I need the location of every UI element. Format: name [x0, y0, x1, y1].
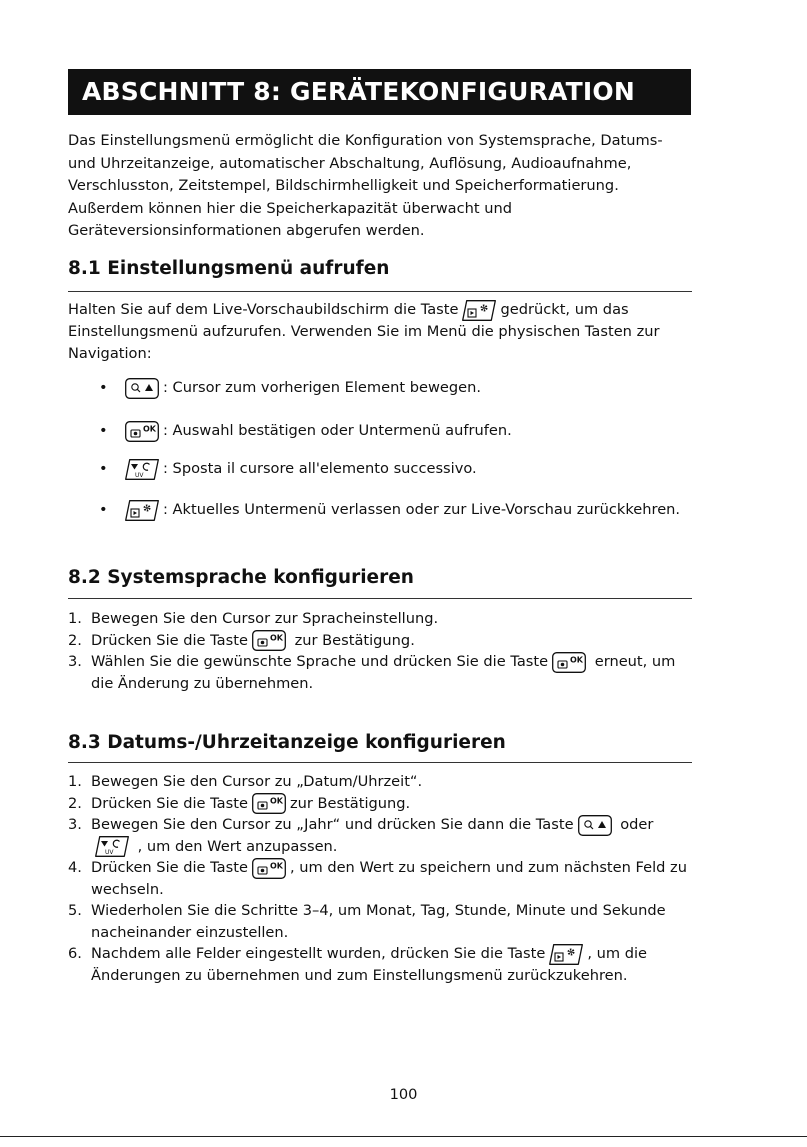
- down-key-icon: [95, 836, 129, 857]
- bullet: •: [99, 501, 108, 518]
- heading-rule: [68, 762, 692, 763]
- paragraph-text: Halten Sie auf dem Live-Vorschaubildschirm die Taste: [68, 301, 459, 318]
- list-item: [99, 420, 512, 442]
- step-number: 2.: [68, 631, 82, 649]
- step-number: 3.: [68, 653, 82, 670]
- step-number: 2.: [68, 794, 82, 812]
- paragraph-text: gedrückt, um das Einstellungsmenü aufzurufen. Verwenden Sie im Menü die physischen Tasten zur Navigation:: [68, 301, 660, 362]
- step-text: , um den Wert anzupassen.: [137, 837, 338, 855]
- step-text: Wählen Sie die gewünschte Sprache und drücken Sie die Taste: [91, 653, 549, 670]
- step-text: Drücken Sie die Taste: [91, 794, 248, 812]
- list-item: [68, 630, 693, 652]
- step-text: erneut, um die Änderung zu übernehmen.: [91, 653, 676, 692]
- step-text: Bewegen Sie den Cursor zu „Jahr“ und drücken Sie dann die Taste: [91, 816, 574, 833]
- paragraph-8-1: [68, 299, 693, 365]
- section-banner: [68, 69, 691, 115]
- step-text: Drücken Sie die Taste: [91, 859, 248, 876]
- bullet: •: [99, 460, 108, 477]
- ok-key-icon: [252, 858, 286, 879]
- section-title: ABSCHNITT 8: GERÄTEKONFIGURATION: [82, 77, 635, 106]
- heading-8-1: 8.1 Einstellungsmenü aufrufen: [68, 258, 390, 279]
- step-text: , um den Wert zu speichern und zum nächsten Feld zu wechseln.: [91, 859, 687, 898]
- list-item: [68, 651, 693, 694]
- footer-rule: [0, 1136, 807, 1137]
- list-item: [68, 943, 693, 986]
- step-text: Bewegen Sie den Cursor zu „Datum/Uhrzeit“.: [91, 773, 423, 790]
- step-text: Bewegen Sie den Cursor zur Spracheinstellung.: [91, 610, 439, 627]
- step-text: Wiederholen Sie die Schritte 3–4, um Monat, Tag, Stunde, Minute und Sekunde nacheinander einzustellen.: [91, 902, 666, 941]
- list-item: [68, 814, 693, 857]
- up-key-icon: [578, 815, 612, 836]
- list-item: [68, 608, 693, 630]
- list-item-text: : Auswahl bestätigen oder Untermenü aufrufen.: [163, 422, 512, 439]
- list-item: [68, 900, 693, 943]
- up-key-icon: [125, 378, 159, 399]
- menu-key-icon: [462, 300, 496, 321]
- ok-key-icon: [252, 630, 286, 651]
- heading-rule: [68, 598, 692, 599]
- step-list: [68, 771, 693, 986]
- step-text: , um die Änderungen zu übernehmen und zum Einstellungsmenü zurückzukehren.: [91, 945, 648, 984]
- list-item: [99, 377, 481, 399]
- step-number: 3.: [68, 816, 82, 833]
- step-number: 1.: [68, 773, 82, 790]
- bullet: •: [99, 379, 108, 396]
- list-item: [99, 499, 680, 521]
- list-item: [68, 793, 693, 815]
- heading-rule: [68, 291, 692, 292]
- step-text: zur Bestätigung.: [294, 631, 415, 649]
- list-item-text: : Aktuelles Untermenü verlassen oder zur Live-Vorschau zurückkehren.: [163, 501, 681, 518]
- menu-key-icon: [125, 500, 159, 521]
- list-item-text: : Sposta il cursore all'elemento successivo.: [163, 460, 477, 477]
- heading-8-3: 8.3 Datums-/Uhrzeitanzeige konfigurieren: [68, 732, 506, 753]
- list-item: [99, 458, 477, 480]
- intro-paragraph: Das Einstellungsmenü ermöglicht die Konfiguration von Systemsprache, Datums- und Uhrzeitanzeige, automatischer Abschaltung, Auflösung, Audioaufnahme, Verschlusston, Zeitstempel, Bildschirmhelligkeit und Speicherformatierung. Außerdem können hier die Speicherkapazität überwacht und Geräteversionsinformationen abgerufen werden.: [68, 132, 663, 239]
- step-number: 1.: [68, 610, 82, 627]
- list-item-text: : Cursor zum vorherigen Element bewegen.: [163, 379, 481, 396]
- page-number: 100: [389, 1086, 418, 1103]
- heading-8-2: 8.2 Systemsprache konfigurieren: [68, 567, 414, 588]
- step-number: 4.: [68, 859, 82, 876]
- step-text: oder: [620, 816, 654, 833]
- list-item: [68, 857, 693, 900]
- ok-key-icon: [252, 793, 286, 814]
- step-list: [68, 608, 693, 694]
- ok-key-icon: [125, 421, 159, 442]
- list-item: [68, 771, 693, 793]
- step-number: 5.: [68, 902, 82, 919]
- step-text: Drücken Sie die Taste: [91, 631, 248, 649]
- step-text: Nachdem alle Felder eingestellt wurden, drücken Sie die Taste: [91, 945, 546, 962]
- menu-key-icon: [549, 944, 583, 965]
- down-key-icon: [125, 459, 159, 480]
- step-text: zur Bestätigung.: [289, 794, 411, 812]
- bullet: •: [99, 422, 108, 439]
- ok-key-icon: [552, 652, 586, 673]
- step-number: 6.: [68, 945, 82, 962]
